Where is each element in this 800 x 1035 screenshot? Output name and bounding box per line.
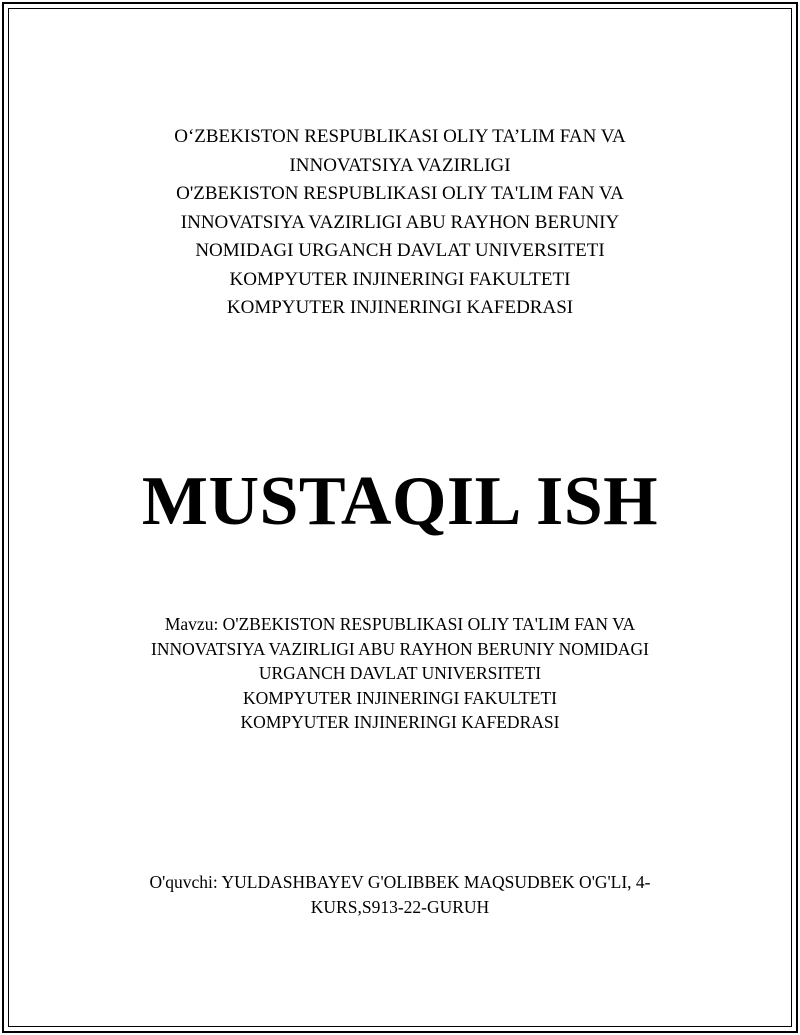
header-line: INNOVATSIYA VAZIRLIGI ABU RAYHON BERUNIY: [180, 211, 620, 233]
topic-line: KOMPYUTER INJINERINGI KAFEDRASI: [240, 712, 560, 732]
title-section: [0, 462, 800, 542]
topic-line: KOMPYUTER INJINERINGI FAKULTETI: [242, 687, 557, 708]
student-line: KURS,S913-22-GURUH: [310, 897, 490, 917]
header-line: INNOVATSIYA VAZIRLIGI: [289, 154, 511, 176]
header-line: KOMPYUTER INJINERINGI KAFEDRASI: [226, 297, 574, 318]
student-section: [0, 870, 800, 920]
topic-section: [0, 612, 800, 735]
header-line: NOMIDAGI URGANCH DAVLAT UNIVERSITETI: [195, 240, 605, 261]
topic-line: URGANCH DAVLAT UNIVERSITETI: [258, 663, 542, 683]
institution-header: [0, 123, 800, 323]
topic-line: Mavzu: O'ZBEKISTON RESPUBLIKASI OLIY TA'LIM FAN VA: [164, 614, 636, 634]
student-line: O'quvchi: YULDASHBAYEV G'OLIBBEK MAQSUDBEK O'G'LI, 4-: [149, 872, 651, 892]
topic-line: INNOVATSIYA VAZIRLIGI ABU RAYHON BERUNIY NOMIDAGI: [151, 638, 649, 659]
header-line: O'ZBEKISTON RESPUBLIKASI OLIY TA'LIM FAN VA: [176, 183, 624, 204]
header-line: KOMPYUTER INJINERINGI FAKULTETI: [229, 268, 571, 290]
header-line: O‘ZBEKISTON RESPUBLIKASI OLIY TA’LIM FAN VA: [174, 126, 626, 147]
document-title: MUSTAQIL ISH: [141, 463, 659, 540]
